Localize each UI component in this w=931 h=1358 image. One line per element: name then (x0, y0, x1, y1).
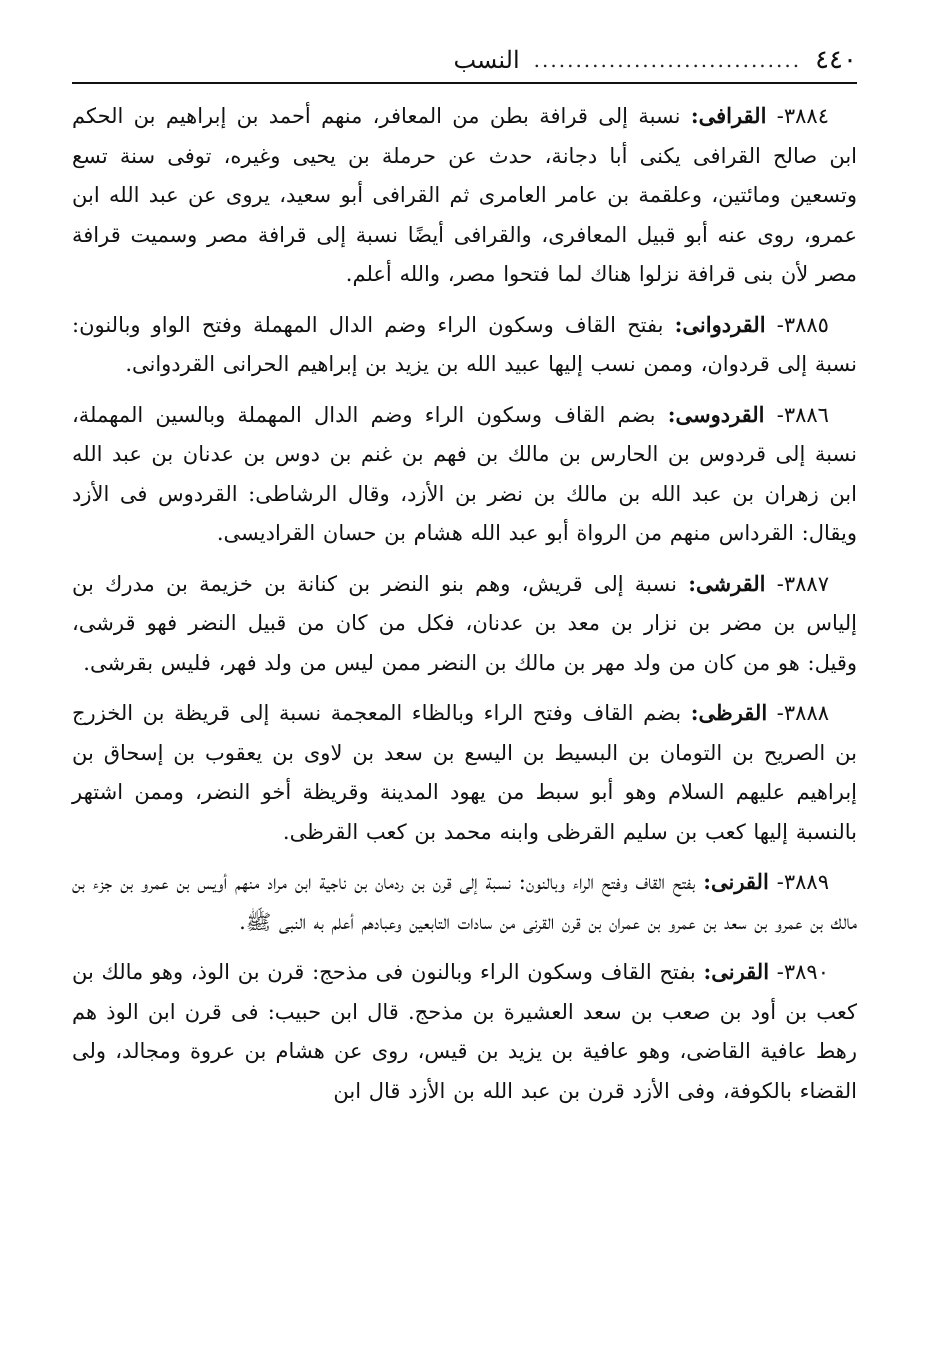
entry-number: ٣٨٨٨- (776, 701, 830, 725)
entry-3884 (72, 96, 857, 295)
entry-text: بفتح القاف وفتح الراء وبالنون: نسبة إلى قرن بن ردمان بن ناجية ابن مراد منهم أويس بن عمرو بن جزء بن مالك بن عمرو بن سعد بن عمرو بن عمران بن قرن القرنى من سادات التابعين وعبادهم أعلم به النبى ﷺ. (72, 870, 857, 934)
entry-heading: القرشى: (688, 570, 766, 596)
entry-text: نسبة إلى قريش، وهم بنو النضر بن كنانة بن خزيمة بن مدرك بن إلياس بن مضر بن نزار بن معد بن عدنان، فكل من كان من قبيل النضر فهو قرشى، وقيل: هو من كان من ولد مهر بن مالك بن النضر ممن ليس من ولد فهر، فليس بقرشى. (72, 571, 857, 675)
entry-3888 (72, 693, 857, 852)
page-number: ٤٤٠ (815, 45, 857, 75)
entry-heading: القردوانى: (674, 311, 766, 337)
entry-heading: القرظى: (690, 700, 768, 725)
entry-3885 (72, 305, 857, 385)
entry-number: ٣٨٨٦- (776, 402, 829, 427)
leader-dots: ................................ (533, 48, 802, 72)
running-head (72, 40, 857, 80)
entry-heading: القرنى: (703, 869, 769, 894)
document-body (72, 96, 857, 1111)
entry-number: ٣٨٩٠- (776, 960, 829, 984)
entry-text: نسبة إلى قرافة بطن من المعافر، منهم أحمد بن إبراهيم بن الحكم ابن صالح القرافى يكنى أبا دجانة، حدث عن حرملة بن يحيى وغيره، توفى سنة تسع وتسعين ومائتين، وعلقمة بن عامر العامرى ثم القرافى أبو سعيد، يروى عن عبد الله ابن عمرو، روى عنه أبو قبيل المعافرى، والقرافى أيضًا نسبة إلى قرافة مصر وسميت قرافة مصر لأن بنى قرافة نزلوا هناك لما فتحوا مصر، والله أعلم. (72, 104, 857, 286)
document-page (72, 40, 857, 1320)
entry-number: ٣٨٨٧- (776, 571, 829, 596)
entry-text: بفتح القاف وسكون الراء وبالنون فى مذحج: قرن بن الوذ، وهو مالك بن كعب بن أود بن صعب بن سعد العشيرة بن مذحج. قال ابن حبيب: فى قرن ابن الوذ هم رهط عافية القاضى، وهو عافية بن يزيد بن قيس، روى عن هشام بن عروة ومجالد، ولى القضاء بالكوفة، وفى الأزد قرن بن عبد الله بن الأزد قال ابن (72, 960, 857, 1103)
entry-3890 (72, 952, 857, 1111)
entry-number: ٣٨٨٩- (776, 870, 829, 894)
header-rule (72, 82, 857, 84)
running-title: النسب (453, 46, 520, 74)
entry-text: بضم القاف وفتح الراء وبالظاء المعجمة نسبة إلى قريظة بن الخزرج بن الصريح بن التومان بن البسيط بن اليسع بن سعد بن لاوى بن يعقوب بن إسحاق بن إبراهيم عليهم السلام وهو أبو سبط من يهود المدينة وقريظة أخو النضر، وممن اشتهر بالنسبة إليها كعب بن سليم القرظى وابنه محمد بن كعب القرظى. (72, 701, 857, 844)
entry-text: بفتح القاف وسكون الراء وضم الدال المهملة وفتح الواو وبالنون: نسبة إلى قردوان، وممن نسب إليها عبيد الله بن يزيد بن إبراهيم الحرانى القردوانى. (72, 312, 857, 376)
entry-number: ٣٨٨٥- (776, 312, 829, 337)
entry-heading: القردوسى: (667, 401, 765, 427)
entry-number: ٣٨٨٤- (776, 104, 829, 128)
entry-3886 (72, 395, 857, 554)
entry-3887 (72, 564, 857, 684)
entry-heading: القرافى: (690, 103, 767, 128)
entry-heading: القرنى: (703, 959, 770, 984)
entry-text: بضم القاف وسكون الراء وضم الدال المهملة وبالسين المهملة، نسبة إلى قردوس بن الحارس بن مالك بن فهم بن غنم بن دوس بن عدنان بن عبد الله ابن زهران بن عبد الله بن مالك بن نضر بن الأزد، وقال الرشاطى: القردوس فى الأزد ويقال: القرداس منهم من الرواة أبو عبد الله هشام بن حسان القراديسى. (72, 402, 857, 545)
entry-3889 (72, 862, 857, 942)
